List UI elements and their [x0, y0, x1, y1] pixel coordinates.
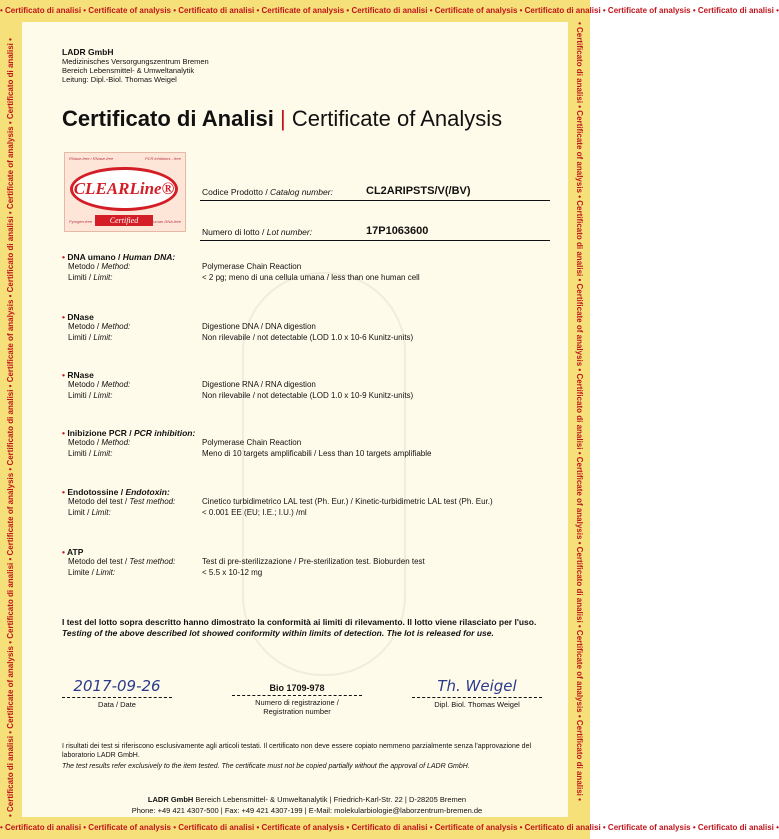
- director-signature: [412, 677, 542, 709]
- section-row: [68, 333, 552, 344]
- registration-label-1: Numero di registrazione /: [232, 695, 362, 707]
- row-value: Cinetico turbidimetrico LAL test (Ph. Eur.) / Kinetic-turbidimetric LAL test (Ph. Eur.): [202, 497, 493, 506]
- row-label-it: Metodo /: [68, 322, 102, 331]
- org-line-1: Medizinisches Versorgungszentrum Bremen: [62, 57, 209, 66]
- catalog-value: CL2ARIPSTS/V(/BV): [366, 185, 471, 197]
- registration-block: [232, 677, 362, 716]
- page-title: [62, 106, 502, 132]
- registration-label-2: Registration number: [263, 707, 331, 716]
- certificate-body: [22, 22, 568, 817]
- section-row: [68, 273, 552, 284]
- section-title: [62, 487, 552, 497]
- handwritten-date: 2017-09-26: [73, 677, 161, 695]
- row-value: Non rilevabile / not detectable (LOD 1.0 x 10-9 Kunitz-units): [202, 391, 414, 400]
- row-label-it: Limit /: [68, 508, 92, 517]
- row-value: Polymerase Chain Reaction: [202, 262, 302, 271]
- bullet-icon: •: [62, 252, 68, 262]
- bottom-border-band: [0, 817, 779, 839]
- row-label-en: Limit:: [93, 391, 113, 400]
- title-separator: |: [280, 106, 286, 131]
- test-section: [62, 252, 552, 284]
- catalog-label-it: Codice Prodotto /: [202, 187, 271, 197]
- lab-header: [62, 48, 209, 84]
- bullet-icon: •: [62, 428, 68, 438]
- row-label-it: Metodo /: [68, 262, 102, 271]
- section-row: [68, 449, 552, 460]
- lot-number-row: [200, 220, 550, 241]
- section-title-it: Inibizione PCR /: [67, 428, 134, 438]
- disclaimer: [62, 742, 552, 771]
- section-row: [68, 322, 552, 333]
- lot-label: [202, 227, 312, 237]
- row-label: [68, 449, 112, 458]
- row-label: [68, 333, 112, 342]
- footer-org: LADR GmbH: [147, 795, 194, 804]
- row-label: [68, 262, 130, 271]
- row-label-it: Limiti /: [68, 333, 94, 342]
- row-label: [68, 438, 130, 447]
- conformity-statement: [62, 617, 552, 639]
- row-value: Test di pre-sterilizzazione / Pre-sterilization test. Bioburden test: [202, 557, 425, 566]
- date-signature: [62, 677, 172, 709]
- section-row: [68, 508, 552, 519]
- row-label: [68, 273, 112, 282]
- registration-value: Bio 1709-978: [269, 683, 325, 693]
- clearline-logo: [64, 152, 186, 232]
- test-section: [62, 487, 552, 519]
- section-title-it: ATP: [67, 547, 84, 557]
- date-label: Data / Date: [62, 697, 172, 709]
- logo-ribbon: Certified: [95, 215, 153, 226]
- section-title: [62, 312, 552, 322]
- section-title: [62, 428, 552, 438]
- border-text: • Certificato di analisi • Certificate of analysis • Certificato di analisi • Certificate of analysis • Certificato di analisi • Certificate of analysis • Certificato di analisi • Certificate of analysis • Certificato di analisi •: [6, 38, 15, 817]
- org-name: LADR GmbH: [62, 47, 114, 57]
- border-text: • Certificato di analisi • Certificate of analysis • Certificato di analisi • Certificate of analysis • Certificato di analisi • Certificate of analysis • Certificato di analisi • Certificate of analysis • Certificato di analisi •: [575, 22, 584, 801]
- disclaimer-italian: I risultati dei test si riferiscono esclusivamente agli articoli testati. Il certificato non deve essere copiato nemmeno parzialmente senza l'approvazione del laboratorio LADR GmbH.: [62, 743, 532, 759]
- section-title-en: Endotoxin:: [125, 487, 170, 497]
- row-label-it: Limiti /: [68, 391, 94, 400]
- statement-english: Testing of the above described lot showed conformity within limits of detection. The lot is released for use.: [62, 628, 494, 638]
- row-label-en: Method:: [101, 322, 131, 331]
- top-border-band: [0, 0, 779, 22]
- section-row: [68, 380, 552, 391]
- row-label: [68, 557, 175, 566]
- footer-line-1: [62, 794, 552, 805]
- row-label-en: Method:: [101, 262, 131, 271]
- row-value: Non rilevabile / not detectable (LOD 1.0 x 10-6 Kunitz-units): [202, 333, 414, 342]
- logo-tr: PCR inhibitors - free: [144, 156, 181, 161]
- section-title-en: PCR inhibition:: [133, 428, 196, 438]
- logo-bl: Pyrogen-free: [69, 219, 93, 224]
- row-value: < 0.001 EE (EU; I.E.; I.U.) /ml: [202, 508, 307, 517]
- row-value: < 2 pg; meno di una cellula umana / less than one human cell: [202, 273, 420, 282]
- test-section: [62, 312, 552, 344]
- row-label: [68, 497, 175, 506]
- row-label-en: Test method:: [129, 557, 176, 566]
- title-italian: Certificato di Analisi: [62, 106, 274, 131]
- row-label-it: Metodo del test /: [68, 557, 130, 566]
- catalog-label: [202, 187, 333, 197]
- section-row: [68, 438, 552, 449]
- row-label-en: Method:: [101, 380, 131, 389]
- row-label: [68, 322, 130, 331]
- section-row: [68, 568, 552, 579]
- bullet-icon: •: [62, 487, 68, 497]
- logo-tl: RNase-free / RNase-free: [69, 156, 114, 161]
- row-label-it: Metodo del test /: [68, 497, 130, 506]
- row-label: [68, 508, 111, 517]
- footer-line-2: Phone: +49 421 4307-500 | Fax: +49 421 4307-199 | E-Mail: molekularbiologie@laborzentrum-bremen.de: [131, 806, 483, 815]
- handwritten-signature: Th. Weigel: [437, 677, 517, 695]
- logo-br: Human DNA-free: [150, 219, 181, 224]
- row-label-en: Limit:: [93, 273, 113, 282]
- org-line-2: Bereich Lebensmittel- & Umweltanalytik: [62, 66, 195, 75]
- catalog-label-en: Catalog number:: [270, 187, 333, 197]
- row-value: Digestione DNA / DNA digestion: [202, 322, 316, 331]
- lot-label-en: Lot number:: [266, 227, 313, 237]
- section-title: [62, 252, 552, 262]
- catalog-number-row: [200, 178, 550, 201]
- section-row: [68, 557, 552, 568]
- test-section: [62, 428, 552, 460]
- section-title: [62, 547, 552, 557]
- section-row: [68, 497, 552, 508]
- test-section: [62, 547, 552, 579]
- bullet-icon: •: [62, 312, 68, 322]
- org-line-3: Leitung: Dipl.-Biol. Thomas Weigel: [62, 75, 177, 84]
- row-value: < 5.5 x 10-12 mg: [202, 568, 263, 577]
- section-row: [68, 262, 552, 273]
- disclaimer-english: The test results refer exclusively to the item tested. The certificate must not be copied partially without the approval of LADR GmbH.: [62, 763, 470, 770]
- row-label-en: Test method:: [129, 497, 176, 506]
- row-label-en: Limit:: [93, 333, 113, 342]
- row-label-en: Limit:: [91, 508, 111, 517]
- row-value: Polymerase Chain Reaction: [202, 438, 302, 447]
- logo-oval: [70, 167, 178, 211]
- row-label: [68, 380, 130, 389]
- row-value: Meno di 10 targets amplificabili / Less than 10 targets amplifiable: [202, 449, 432, 458]
- row-label-it: Metodo /: [68, 380, 102, 389]
- bullet-icon: •: [62, 547, 68, 557]
- bullet-icon: •: [62, 370, 68, 380]
- row-label-it: Limiti /: [68, 273, 94, 282]
- section-title-it: Endotossine /: [67, 487, 126, 497]
- test-section: [62, 370, 552, 402]
- row-label: [68, 391, 112, 400]
- row-label-en: Method:: [101, 438, 131, 447]
- row-label: [68, 568, 115, 577]
- section-title-en: Human DNA:: [122, 252, 176, 262]
- border-text: • Certificato di analisi • Certificate of analysis • Certificato di analisi • Certificate of analysis • Certificato di analisi • Certificate of analysis • Certificato di analisi • Certificate of analysis • Certificato di analisi •: [0, 6, 779, 15]
- right-border-band: [568, 22, 590, 817]
- row-label-it: Limiti /: [68, 449, 94, 458]
- left-border-band: [0, 22, 22, 817]
- row-value: Digestione RNA / RNA digestion: [202, 380, 316, 389]
- row-label-it: Metodo /: [68, 438, 102, 447]
- row-label-it: Limite /: [68, 568, 97, 577]
- footer: [62, 794, 552, 816]
- section-title-it: DNase: [67, 312, 94, 322]
- footer-address: Bereich Lebensmittel- & Umweltanalytik | Friedrich-Karl-Str. 22 | D-28205 Bremen: [193, 795, 467, 804]
- border-text: • Certificato di analisi • Certificate of analysis • Certificato di analisi • Certificate of analysis • Certificato di analisi • Certificate of analysis • Certificato di analisi • Certificate of analysis • Certificato di analisi •: [0, 823, 779, 832]
- signature-label: Dipl. Biol. Thomas Weigel: [412, 697, 542, 709]
- title-english: Certificate of Analysis: [291, 106, 503, 131]
- lot-value: 17P1063600: [366, 225, 429, 237]
- logo-brand: CLEARLine®: [73, 179, 175, 198]
- section-title: [62, 370, 552, 380]
- statement-italian: I test del lotto sopra descritto hanno dimostrato la conformità ai limiti di rilevamento. Il lotto viene rilasciato per l'uso.: [62, 617, 537, 627]
- section-title-it: RNase: [67, 370, 94, 380]
- section-title-it: DNA umano /: [67, 252, 123, 262]
- section-row: [68, 391, 552, 402]
- row-label-en: Limit:: [93, 449, 113, 458]
- lot-label-it: Numero di lotto /: [202, 227, 267, 237]
- row-label-en: Limit:: [96, 568, 116, 577]
